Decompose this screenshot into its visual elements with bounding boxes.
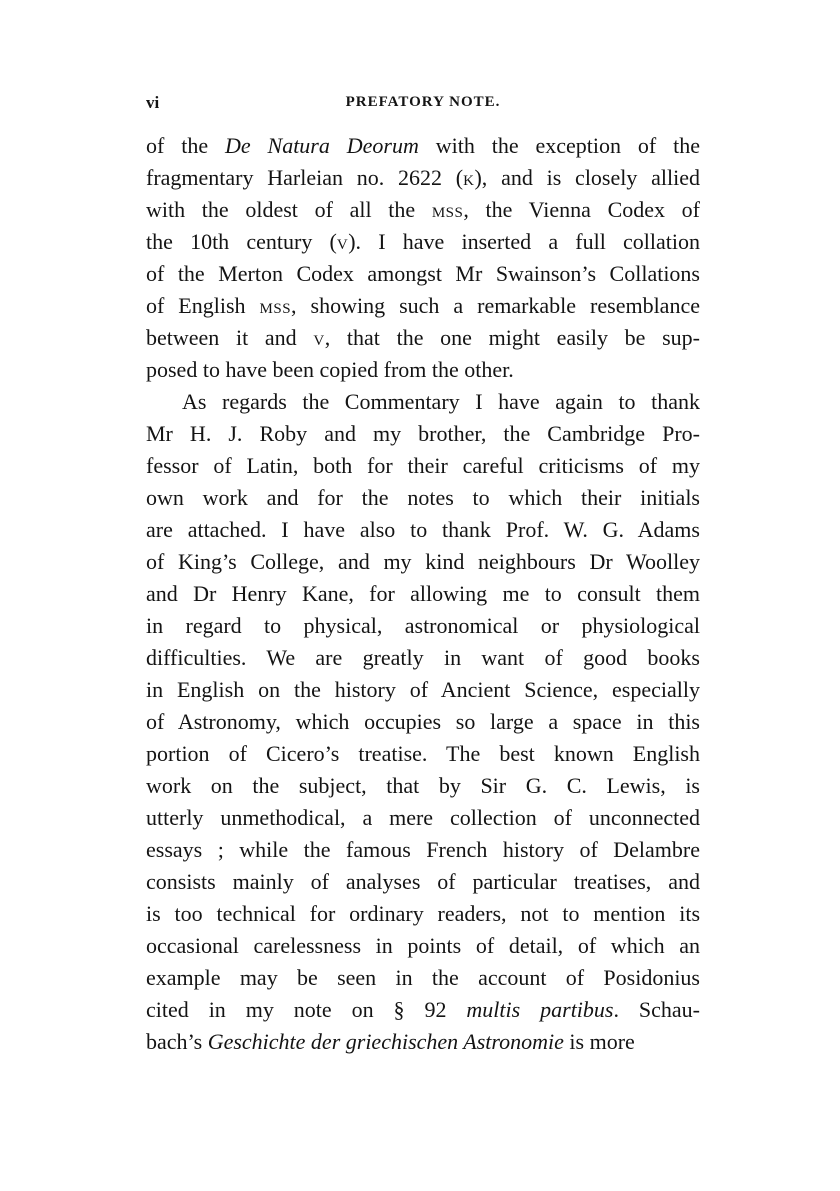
text-run: bach’s — [146, 1029, 208, 1054]
text-line — [146, 706, 700, 738]
text-run: essays ; while the famous French history of Delambre — [146, 837, 700, 862]
text-run: with the exception of the — [418, 133, 700, 158]
text-line — [146, 994, 700, 1026]
text-run: in English on the history of Ancient Science, especially — [146, 677, 700, 702]
text-line — [146, 322, 700, 354]
text-line — [146, 610, 700, 642]
text-line — [146, 674, 700, 706]
text-run: cited in my note on § 92 — [146, 997, 467, 1022]
text-line — [146, 1026, 700, 1058]
text-run: . Schau- — [613, 997, 701, 1022]
running-title: PREFATORY NOTE. — [345, 94, 501, 110]
text-line — [146, 162, 700, 194]
text-run: portion of Cicero’s treatise. The best known English — [146, 741, 700, 766]
text-line — [146, 450, 700, 482]
italic-title: multis partibus — [466, 997, 614, 1022]
text-line — [146, 898, 700, 930]
text-run: posed to have been copied from the other. — [146, 357, 514, 382]
text-line — [146, 738, 700, 770]
text-line — [146, 802, 700, 834]
text-line — [146, 130, 700, 162]
manuscript-siglum: K — [463, 173, 475, 189]
italic-title: Geschichte der griechischen Astronomie — [207, 1029, 564, 1054]
text-line — [146, 226, 700, 258]
text-run: As regards the Commentary I have again to thank — [182, 389, 700, 414]
text-line — [146, 482, 700, 514]
text-run: between it and — [146, 325, 314, 350]
text-run: the 10th century ( — [146, 229, 337, 254]
text-run: example may be seen in the account of Posidonius — [146, 965, 700, 990]
text-run: Mr H. J. Roby and my brother, the Cambridge Pro- — [146, 421, 700, 446]
text-run: , that the one might easily be sup- — [324, 325, 700, 350]
text-run: and Dr Henry Kane, for allowing me to consult them — [146, 581, 700, 606]
text-run: of Astronomy, which occupies so large a space in this — [146, 709, 700, 734]
text-line — [146, 834, 700, 866]
text-line — [146, 770, 700, 802]
text-run: , showing such a remarkable resemblance — [291, 293, 700, 318]
body-text — [146, 130, 700, 1058]
manuscript-siglum: V — [336, 237, 349, 253]
text-run: is too technical for ordinary readers, not to mention its — [146, 901, 700, 926]
text-line — [146, 290, 700, 322]
text-run: fessor of Latin, both for their careful criticisms of my — [146, 453, 700, 478]
text-line — [146, 354, 700, 386]
text-line — [146, 194, 700, 226]
text-run: ). I have inserted a full collation — [348, 229, 700, 254]
text-line — [146, 546, 700, 578]
text-run: difficulties. We are greatly in want of good books — [146, 645, 700, 670]
text-line — [146, 962, 700, 994]
text-run: , the Vienna Codex of — [463, 197, 701, 222]
text-run: fragmentary Harleian no. 2622 ( — [146, 165, 464, 190]
page-number: vi — [146, 93, 160, 112]
italic-title: De Natura Deorum — [224, 133, 419, 158]
text-run: in regard to physical, astronomical or physiological — [146, 613, 700, 638]
text-run: is more — [563, 1029, 635, 1054]
text-run: of the Merton Codex amongst Mr Swainson’s Collations — [146, 261, 700, 286]
text-line — [146, 418, 700, 450]
text-line — [146, 642, 700, 674]
text-line — [146, 578, 700, 610]
text-run: of King’s College, and my kind neighbours Dr Woolley — [146, 549, 700, 574]
text-run: own work and for the notes to which their initials — [146, 485, 700, 510]
text-line — [146, 386, 700, 418]
manuscript-siglum: MSS — [259, 301, 292, 317]
text-run: ), and is closely allied — [474, 165, 701, 190]
manuscript-siglum: MSS — [431, 205, 464, 221]
page-header — [146, 93, 700, 117]
text-run: with the oldest of all the — [146, 197, 432, 222]
text-run: of English — [146, 293, 260, 318]
text-run: consists mainly of analyses of particular treatises, and — [146, 869, 700, 894]
text-run: of the — [146, 133, 225, 158]
text-run: are attached. I have also to thank Prof. W. G. Adams — [146, 517, 700, 542]
text-line — [146, 514, 700, 546]
text-run: utterly unmethodical, a mere collection of unconnected — [146, 805, 700, 830]
text-line — [146, 866, 700, 898]
text-line — [146, 258, 700, 290]
text-run: occasional carelessness in points of detail, of which an — [146, 933, 700, 958]
text-line — [146, 930, 700, 962]
manuscript-siglum: V — [313, 333, 325, 349]
text-run: work on the subject, that by Sir G. C. Lewis, is — [146, 773, 700, 798]
